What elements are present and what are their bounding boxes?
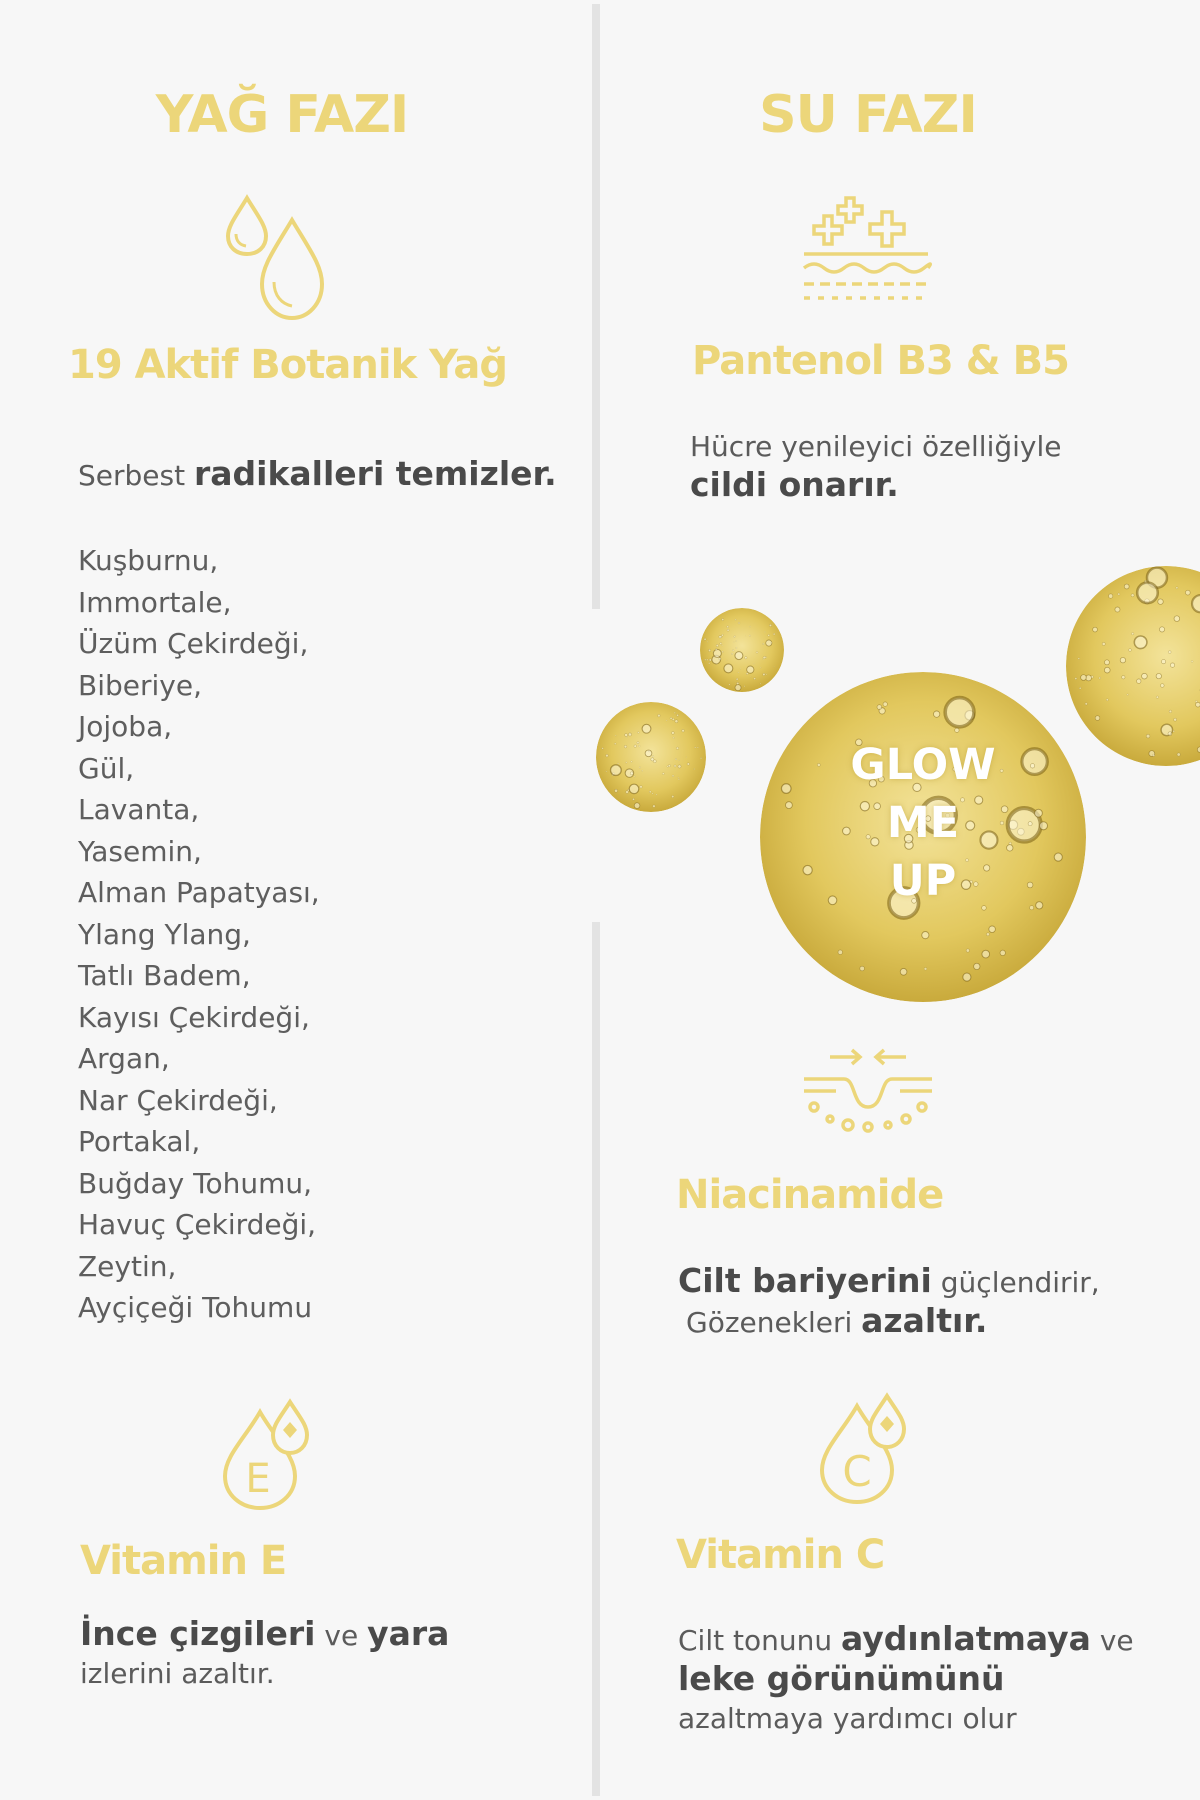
list-item: Argan, xyxy=(78,1042,170,1075)
air-bubble xyxy=(716,663,717,664)
air-bubble xyxy=(1195,701,1197,703)
air-bubble xyxy=(1093,627,1098,632)
air-bubble xyxy=(756,651,758,653)
air-bubble xyxy=(706,659,708,661)
air-bubble xyxy=(611,765,622,776)
vitamin-c-normal1: Cilt tonunu xyxy=(678,1624,841,1657)
list-item: Lavanta, xyxy=(78,793,200,826)
pore-tighten-icon xyxy=(800,1045,936,1135)
oil-desc-bold: radikalleri temizler. xyxy=(193,454,557,493)
air-bubble xyxy=(1174,616,1180,622)
air-bubble xyxy=(704,638,706,640)
air-bubble xyxy=(615,735,616,736)
air-bubble xyxy=(658,714,661,717)
air-bubble xyxy=(747,666,754,673)
air-bubble xyxy=(1146,734,1150,738)
air-bubble xyxy=(602,748,604,750)
air-bubble xyxy=(662,773,664,775)
list-item: Ayçiçeği Tohumu xyxy=(78,1291,313,1324)
air-bubble xyxy=(1131,594,1134,597)
vitamin-c-bold1: aydınlatmaya xyxy=(840,1619,1091,1658)
air-bubble xyxy=(1192,595,1200,612)
air-bubble xyxy=(724,664,733,673)
air-bubble xyxy=(1137,582,1158,603)
air-bubble xyxy=(768,634,770,636)
air-bubble xyxy=(922,932,929,939)
air-bubble xyxy=(672,775,674,777)
vitamin-e-drop-icon xyxy=(215,1398,321,1512)
vitamin-e-icon-letter: E xyxy=(245,1456,271,1502)
vitamin-e-bold1: İnce çizgileri xyxy=(80,1614,316,1653)
bubble-brand-text xyxy=(760,736,1086,910)
air-bubble xyxy=(713,649,721,657)
air-bubble xyxy=(736,678,738,680)
air-bubble xyxy=(769,624,771,626)
air-bubble xyxy=(707,641,708,642)
air-bubble xyxy=(614,743,616,745)
air-bubble xyxy=(1159,627,1164,632)
air-bubble xyxy=(1127,694,1129,696)
air-bubble xyxy=(750,676,751,677)
air-bubble xyxy=(1170,663,1174,667)
air-bubble xyxy=(1124,584,1129,589)
air-bubble xyxy=(1000,950,1005,955)
niacinamide-title: Niacinamide xyxy=(676,1172,944,1218)
air-bubble xyxy=(677,714,679,716)
air-bubble xyxy=(763,656,766,659)
air-bubble xyxy=(668,765,670,767)
oil-desc-normal: Serbest xyxy=(78,459,194,492)
air-bubble xyxy=(1160,684,1164,688)
air-bubble xyxy=(738,672,739,673)
air-bubble xyxy=(760,667,761,668)
niacinamide-bold1: Cilt bariyerini xyxy=(678,1261,932,1300)
air-bubble xyxy=(674,712,675,713)
list-item: Buğday Tohumu, xyxy=(78,1166,313,1200)
air-bubble xyxy=(733,642,734,643)
air-bubble xyxy=(1115,607,1120,612)
list-item: Zeytin, xyxy=(78,1249,177,1283)
air-bubble xyxy=(1109,594,1113,598)
air-bubble xyxy=(614,789,617,792)
air-bubble xyxy=(945,698,974,727)
list-item: Portakal, xyxy=(78,1125,201,1158)
air-bubble xyxy=(1156,673,1161,678)
air-bubble xyxy=(745,656,746,657)
air-bubble xyxy=(745,636,746,637)
air-bubble xyxy=(754,663,755,664)
air-bubble xyxy=(766,674,767,675)
air-bubble xyxy=(722,651,724,653)
air-bubble xyxy=(642,770,643,771)
niacinamide-description xyxy=(678,1262,1100,1342)
air-bubble xyxy=(722,618,724,620)
air-bubble xyxy=(763,673,765,675)
air-bubble xyxy=(675,758,677,760)
air-bubble xyxy=(974,963,980,969)
list-item: Ylang Ylang, xyxy=(78,917,251,951)
air-bubble xyxy=(750,626,751,627)
niacinamide-bold2: azaltır. xyxy=(861,1301,988,1340)
list-item: Tatlı Badem, xyxy=(78,959,251,992)
niacinamide-normal2: Gözenekleri xyxy=(686,1306,862,1339)
air-bubble xyxy=(933,711,939,717)
air-bubble xyxy=(986,933,989,936)
air-bubble xyxy=(648,750,650,752)
air-bubble xyxy=(1137,679,1141,683)
water-phase-description xyxy=(690,428,1062,506)
air-bubble xyxy=(1185,590,1190,595)
air-bubble xyxy=(1168,732,1172,736)
air-bubble xyxy=(860,966,865,971)
air-bubble xyxy=(1131,633,1133,635)
air-bubble xyxy=(760,683,761,684)
air-bubble xyxy=(1085,703,1087,705)
air-bubble xyxy=(1079,687,1081,689)
vitamin-e-description xyxy=(80,1615,449,1693)
air-bubble xyxy=(733,637,734,638)
air-bubble xyxy=(1122,676,1125,679)
air-bubble xyxy=(686,757,687,758)
vitamin-e-bold2: yara xyxy=(367,1614,450,1653)
air-bubble xyxy=(1078,658,1080,660)
air-bubble xyxy=(774,666,775,667)
vitamin-c-bold2: leke görünümünü xyxy=(678,1659,1005,1698)
air-bubble xyxy=(708,663,709,664)
air-bubble xyxy=(687,763,690,766)
air-bubble xyxy=(631,761,633,763)
air-bubble xyxy=(612,775,613,776)
bubble-text-line: UP xyxy=(889,856,957,906)
air-bubble xyxy=(642,724,651,733)
air-bubble xyxy=(731,653,733,655)
air-bubble xyxy=(883,702,887,706)
air-bubble xyxy=(700,757,701,758)
air-bubble xyxy=(1129,649,1132,652)
air-bubble xyxy=(745,657,747,659)
air-bubble xyxy=(764,632,765,633)
air-bubble xyxy=(649,791,651,793)
air-bubble xyxy=(1177,753,1180,756)
list-item: Nar Çekirdeği, xyxy=(78,1083,278,1117)
air-bubble xyxy=(1095,716,1100,721)
air-bubble xyxy=(1191,660,1193,662)
air-bubble xyxy=(722,645,723,646)
water-phase-title: SU FAZI xyxy=(759,85,977,145)
serum-bubble-right xyxy=(1066,566,1200,766)
vitamin-e-line2: izlerini azaltır. xyxy=(80,1657,275,1690)
air-bubble xyxy=(682,729,685,732)
list-item: Alman Papatyası, xyxy=(78,876,320,909)
air-bubble xyxy=(1104,660,1109,665)
air-bubble xyxy=(678,760,679,761)
air-bubble xyxy=(732,650,734,652)
water-desc-bold: cildi onarır. xyxy=(690,465,899,504)
air-bubble xyxy=(838,950,842,955)
air-bubble xyxy=(716,644,718,646)
vitamin-c-drop-icon xyxy=(812,1392,918,1506)
air-bubble xyxy=(719,636,722,639)
air-bubble xyxy=(1176,587,1178,589)
air-bubble xyxy=(1152,754,1154,756)
air-bubble xyxy=(617,763,618,764)
air-bubble xyxy=(900,968,907,975)
air-bubble xyxy=(1174,718,1177,721)
air-bubble xyxy=(989,926,996,933)
air-bubble xyxy=(982,950,990,958)
skin-repair-icon xyxy=(800,190,932,312)
serum-bubble-main xyxy=(760,672,1086,1002)
air-bubble xyxy=(955,728,959,732)
air-bubble xyxy=(1102,642,1105,645)
air-bubble xyxy=(653,805,656,808)
air-bubble xyxy=(740,668,741,669)
air-bubble xyxy=(666,720,667,721)
vitamin-c-icon-letter: C xyxy=(842,1447,872,1496)
air-bubble xyxy=(675,720,678,723)
air-bubble xyxy=(877,705,882,710)
air-bubble xyxy=(714,657,715,658)
air-bubble xyxy=(924,967,927,970)
water-desc-line1: Hücre yenileyici özelliğiyle xyxy=(690,430,1062,463)
air-bubble xyxy=(634,803,640,809)
air-bubble xyxy=(606,771,607,772)
air-bubble xyxy=(1118,593,1120,595)
air-bubble xyxy=(749,635,750,636)
air-bubble xyxy=(637,732,639,734)
air-bubble xyxy=(1091,676,1093,678)
air-bubble xyxy=(672,718,674,720)
air-bubble xyxy=(1173,730,1175,732)
air-bubble xyxy=(736,647,737,648)
oil-phase-title: YAĞ FAZI xyxy=(155,85,409,145)
air-bubble xyxy=(640,786,643,789)
air-bubble xyxy=(715,649,717,651)
air-bubble xyxy=(634,745,637,748)
air-bubble xyxy=(697,747,698,748)
niacinamide-normal1: güçlendirir, xyxy=(931,1266,1100,1299)
air-bubble xyxy=(626,762,627,763)
air-bubble xyxy=(727,626,729,628)
air-bubble xyxy=(678,779,679,780)
vitamin-c-title: Vitamin C xyxy=(676,1532,885,1578)
air-bubble xyxy=(629,733,630,734)
water-phase-subtitle: Pantenol B3 & B5 xyxy=(692,338,1069,384)
oil-phase-subtitle: 19 Aktif Botanik Yağ xyxy=(68,342,508,388)
list-item: Havuç Çekirdeği, xyxy=(78,1208,317,1241)
bubble-text-line: ME xyxy=(886,798,960,848)
air-bubble xyxy=(674,765,676,767)
air-bubble xyxy=(637,742,639,744)
serum-bubble-small-left xyxy=(596,702,706,812)
air-bubble xyxy=(1104,667,1110,673)
air-bubble xyxy=(678,777,679,778)
air-bubble xyxy=(629,784,638,793)
list-item: Kuşburnu, xyxy=(78,544,219,577)
air-bubble xyxy=(694,768,695,769)
air-bubble xyxy=(1134,636,1147,649)
list-item: Jojoba, xyxy=(78,710,173,743)
list-item: Immortale, xyxy=(78,585,232,619)
air-bubble xyxy=(634,776,635,777)
air-bubble xyxy=(1158,599,1163,604)
air-bubble xyxy=(625,734,628,737)
list-item: Gül, xyxy=(78,751,135,785)
air-bubble xyxy=(771,642,772,643)
vitamin-c-line3: azaltmaya yardımcı olur xyxy=(678,1702,1017,1735)
air-bubble xyxy=(653,760,656,763)
air-bubble xyxy=(1168,651,1171,654)
air-bubble xyxy=(652,793,653,794)
oil-list xyxy=(78,540,320,1329)
air-bubble xyxy=(639,745,641,747)
column-divider-bottom xyxy=(592,922,600,1796)
air-bubble xyxy=(708,649,710,651)
air-bubble xyxy=(709,659,711,661)
air-bubble xyxy=(1075,678,1077,680)
air-bubble xyxy=(1120,657,1125,662)
air-bubble xyxy=(652,756,654,758)
air-bubble xyxy=(727,629,729,631)
air-bubble xyxy=(1161,660,1165,664)
list-item: Biberiye, xyxy=(78,668,202,702)
air-bubble xyxy=(678,765,681,768)
air-bubble xyxy=(729,684,730,685)
air-bubble xyxy=(719,658,721,660)
air-bubble xyxy=(735,652,743,660)
air-bubble xyxy=(1156,696,1158,698)
vitamin-c-end1: ve xyxy=(1090,1624,1134,1657)
air-bubble xyxy=(738,622,740,624)
air-bubble xyxy=(676,747,678,749)
air-bubble xyxy=(626,791,629,794)
air-bubble xyxy=(630,772,633,775)
air-bubble xyxy=(606,754,609,757)
air-bubble xyxy=(1081,675,1087,681)
air-bubble xyxy=(694,747,695,748)
air-bubble xyxy=(727,660,728,661)
air-bubble xyxy=(656,794,657,795)
air-bubble xyxy=(720,642,722,644)
air-bubble xyxy=(1099,677,1101,679)
air-bubble xyxy=(1142,673,1148,679)
air-bubble xyxy=(639,767,640,768)
air-bubble xyxy=(773,633,775,635)
air-bubble xyxy=(624,745,627,748)
air-bubble xyxy=(670,717,672,719)
air-bubble xyxy=(963,973,971,981)
list-item: Yasemin, xyxy=(78,834,202,868)
serum-bubble-small-top xyxy=(700,608,784,692)
air-bubble xyxy=(966,949,969,952)
oil-drops-icon xyxy=(222,192,340,324)
air-bubble xyxy=(705,659,706,660)
list-item: Kayısı Çekirdeği, xyxy=(78,1000,310,1034)
air-bubble xyxy=(736,641,737,642)
list-item: Üzüm Çekirdeği, xyxy=(78,627,309,660)
vitamin-e-title: Vitamin E xyxy=(80,1538,287,1584)
oil-phase-description xyxy=(78,455,557,495)
air-bubble xyxy=(722,634,724,636)
air-bubble xyxy=(1106,699,1108,701)
air-bubble xyxy=(672,732,675,735)
air-bubble xyxy=(762,643,764,645)
air-bubble xyxy=(1196,702,1200,707)
air-bubble xyxy=(632,798,634,800)
bubble-text-line: GLOW xyxy=(850,740,996,790)
air-bubble xyxy=(754,678,756,680)
air-bubble xyxy=(673,737,674,738)
vitamin-c-description xyxy=(678,1620,1134,1738)
air-bubble xyxy=(1169,710,1172,713)
column-divider-top xyxy=(592,4,600,609)
air-bubble xyxy=(735,685,741,691)
vitamin-e-normal: ve xyxy=(315,1619,368,1652)
air-bubble xyxy=(672,795,674,797)
air-bubble xyxy=(744,686,745,687)
air-bubble xyxy=(735,619,736,620)
